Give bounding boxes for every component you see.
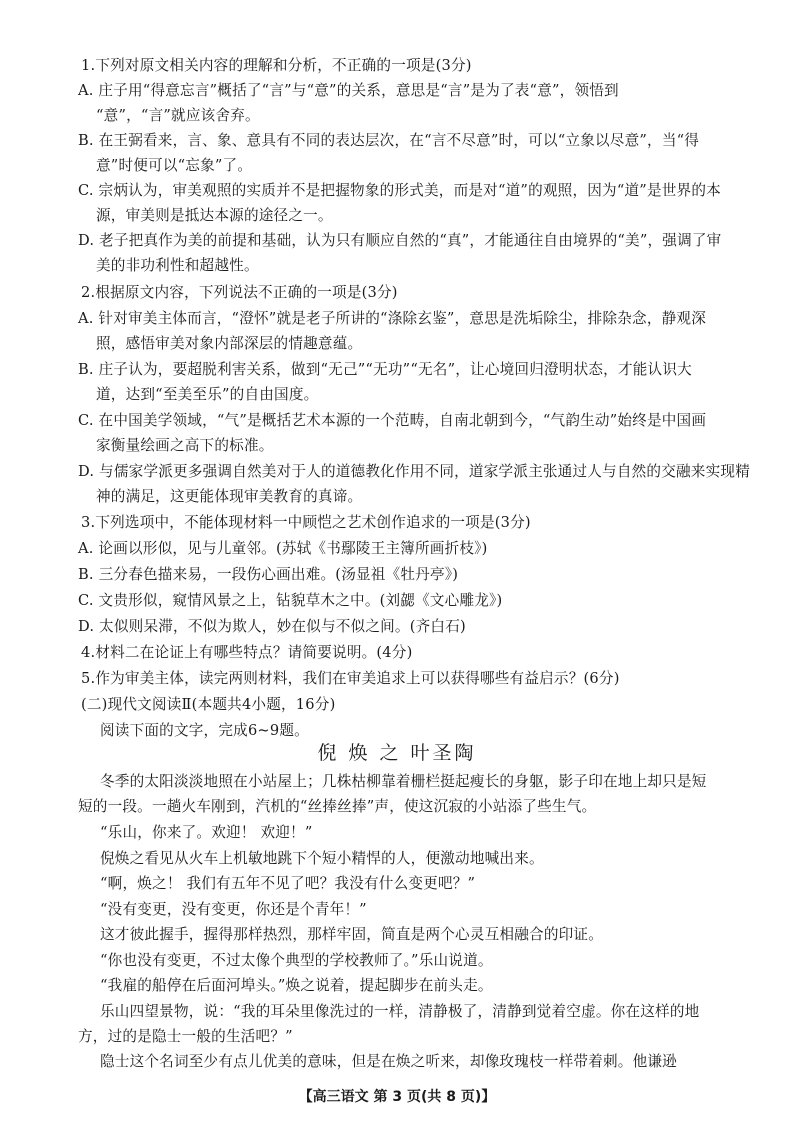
section-heading: (二)现代文阅读Ⅱ(本题共4小题，16分) [81,696,336,713]
question-5: 5.作为审美主体，读完两则材料，我们在审美追求上可以获得哪些有益启示？(6分) [81,670,620,687]
question-1-option-c: C. 宗炳认为，审美观照的实质并不是把握物象的形式美，而是对“道”的观照，因为“道”是世界的本 [78,182,721,199]
question-2-stem: 2.根据原文内容，下列说法不正确的一项是(3分) [81,284,398,301]
question-1-option-a-cont: “意”，“言”就应该舍弃。 [96,107,260,124]
question-3-option-c: C. 文贵形似，窥情风景之上，钻貌草木之中。(刘勰《文心雕龙》) [78,592,503,609]
page-footer: 【高三语文 第 3 页(共 8 页)】 [298,1089,496,1105]
question-2-option-a: A. 针对审美主体而言，“澄怀”就是老子所讲的“涤除玄鉴”，意思是洗垢除尘，排除杂念，静观深 [78,310,707,327]
story-paragraph-5: “没有变更，没有变更，你还是个青年！” [100,901,367,918]
question-2-option-d-cont: 神的满足，这更能体现审美教育的真谛。 [96,488,363,505]
question-2-option-c-cont: 家衡量绘画之高下的标准。 [96,437,274,454]
question-1-option-b-cont: 意”时便可以“忘象”了。 [96,157,253,174]
question-3-option-d: D. 太似则呆滞，不似为欺人，妙在似与不似之间。(齐白石) [78,618,466,635]
question-2-option-a-cont: 照，感悟审美对象内部深层的情趣意蕴。 [96,335,363,352]
question-3-option-a: A. 论画以形似，见与儿童邻。(苏轼《书鄢陵王主簿所画折枝》) [78,540,488,557]
question-2-option-b-cont: 道，达到“至美至乐”的自由国度。 [96,386,319,403]
question-1-option-d: D. 老子把真作为美的前提和基础，认为只有顺应自然的“真”，才能通往自由境界的“美”，强调了审 [78,232,722,249]
story-paragraph-3: 倪焕之看见从火车上机敏地跳下个短小精悍的人，便激动地喊出来。 [100,850,544,867]
story-paragraph-10: 隐士这个名词至少有点儿优美的意味，但是在焕之听来，却像玫瑰枝一样带着刺。他谦逊 [100,1053,677,1070]
story-paragraph-9-cont: 方，过的是隐士一般的生活吧？” [78,1028,293,1045]
story-paragraph-2: “乐山，你来了。欢迎！ 欢迎！” [100,824,313,841]
question-3-option-b: B. 三分春色描来易，一段伤心画出难。(汤显祖《牡丹亭》) [78,566,459,583]
story-paragraph-8: “我雇的船停在后面河埠头。”焕之说着，提起脚步在前头走。 [100,977,493,994]
question-2-option-c: C. 在中国美学领域，“气”是概括艺术本源的一个范畴，自南北朝到今，“气韵生动”始终是中国画 [78,412,707,429]
question-3-stem: 3.下列选项中，不能体现材料一中顾恺之艺术创作追求的一项是(3分) [81,514,531,531]
question-1-option-c-cont: 源，审美则是抵达本源的途径之一。 [96,207,333,224]
question-1-option-a: A. 庄子用“得意忘言”概括了“言”与“意”的关系，意思是“言”是为了表“意”，领悟到 [78,82,619,99]
passage-title: 倪 焕 之 叶圣陶 [317,742,477,764]
question-1-option-b: B. 在王弼看来，言、象、意具有不同的表达层次，在“言不尽意”时，可以“立象以尽意”，当“得 [78,132,700,149]
question-1-option-d-cont: 美的非功利性和超越性。 [96,257,259,274]
question-2-option-d: D. 与儒家学派更多强调自然美对于人的道德教化作用不同，道家学派主张通过人与自然的交融来实现精 [78,463,750,480]
story-paragraph-6: 这才彼此握手，握得那样热烈，那样牢固，简直是两个心灵互相融合的印证。 [100,926,603,943]
section-instruction: 阅读下面的文字，完成6~9题。 [100,722,309,739]
question-2-option-b: B. 庄子认为，要超脱利害关系，做到“无己”“无功”“无名”，让心境回归澄明状态，才能认识大 [78,361,692,378]
story-paragraph-9: 乐山四望景物，说：“我的耳朵里像洗过的一样，清静极了，清静到觉着空虚。你在这样的地 [100,1003,700,1020]
story-paragraph-7: “你也没有变更，不过太像个典型的学校教师了。”乐山说道。 [100,952,493,969]
story-paragraph-4: “啊，焕之！ 我们有五年不见了吧？我没有什么变更吧？” [100,875,476,892]
story-paragraph-1-cont: 短的一段。一趟火车刚到，汽机的“丝捧丝捧”声，使这沉寂的小站添了些生气。 [78,798,597,815]
question-4: 4.材料二在论证上有哪些特点？请简要说明。(4分) [81,644,413,661]
story-paragraph-1: 冬季的太阳淡淡地照在小站屋上；几株枯柳靠着栅栏挺起瘦长的身躯，影子印在地上却只是短 [100,773,707,790]
question-1-stem: 1.下列对原文相关内容的理解和分析，不正确的一项是(3分) [81,57,472,74]
